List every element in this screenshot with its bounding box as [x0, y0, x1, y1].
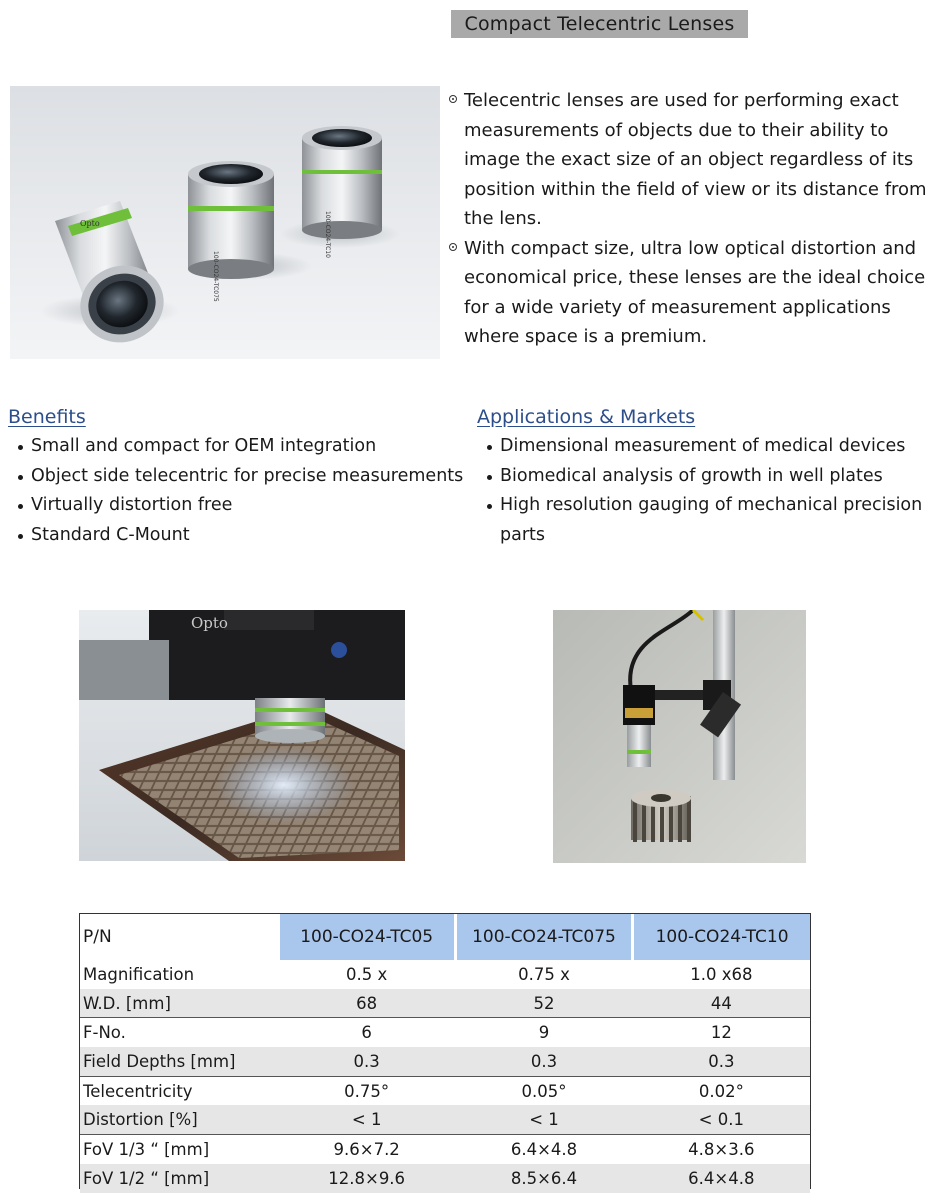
list-item	[477, 462, 932, 492]
table-row	[80, 1076, 810, 1105]
table-cell: 0.3	[455, 1047, 632, 1076]
intro-paragraph	[449, 86, 929, 234]
bullet-icon	[487, 504, 492, 509]
table-row	[80, 1105, 810, 1134]
lens-tc075-engraving: 100-CO24-TC075	[212, 251, 219, 302]
benefits-heading: Benefits	[8, 406, 86, 428]
bullet-icon	[487, 445, 492, 450]
benefits-section	[8, 404, 468, 550]
benefit-text: Small and compact for OEM integration	[31, 436, 377, 456]
wafer-inspection-illustration	[79, 610, 405, 861]
intro-text: With compact size, ultra low optical distortion and economical price, these lenses are the ideal choice for a wide variety of measurement applications where space is a premium.	[464, 237, 926, 347]
table-cell: 6.4×4.8	[455, 1135, 632, 1164]
table-cell: < 1	[278, 1105, 455, 1134]
header-cell: 100-CO24-TC10	[633, 914, 810, 960]
table-cell: < 0.1	[633, 1105, 810, 1134]
row-label: F-No.	[80, 1018, 278, 1047]
application-text: High resolution gauging of mechanical precision parts	[500, 495, 923, 545]
list-item	[8, 491, 468, 521]
header-cell: P/N	[83, 927, 112, 947]
gear-gauging-photo	[553, 610, 806, 863]
table-cell: 44	[633, 989, 810, 1018]
table-cell: 6.4×4.8	[633, 1164, 810, 1193]
list-item	[477, 491, 932, 550]
spec-table-grid	[80, 914, 810, 1193]
benefit-text: Standard C-Mount	[31, 524, 190, 545]
lens-tc05	[55, 201, 174, 353]
lens-tc05-logo: Opto	[80, 219, 100, 228]
table-cell: 68	[278, 989, 455, 1018]
table-cell: 12.8×9.6	[278, 1164, 455, 1193]
applications-list	[477, 432, 932, 550]
table-cell: < 1	[455, 1105, 632, 1134]
intro-section	[449, 86, 929, 352]
table-cell: 0.05°	[455, 1076, 632, 1105]
table-row	[80, 989, 810, 1018]
table-cell: 0.75 x	[518, 964, 570, 984]
table-cell: 1.0 x68	[690, 964, 753, 984]
bullet-icon	[18, 534, 23, 539]
table-cell: 52	[455, 989, 632, 1018]
lenses-illustration	[10, 86, 440, 359]
bullet-icon	[18, 445, 23, 450]
list-item	[8, 432, 468, 462]
circle-bullet-icon	[449, 243, 457, 251]
table-cell: 0.02°	[633, 1076, 810, 1105]
table-row	[80, 1164, 810, 1193]
table-cell: 9.6×7.2	[278, 1135, 455, 1164]
table-cell: 0.5 x	[346, 964, 388, 984]
header-cell: 100-CO24-TC075	[455, 914, 632, 960]
lens-tc10-engraving: 100-CO24-TC10	[324, 211, 331, 258]
application-text: Dimensional measurement of medical devices	[500, 436, 906, 456]
gear-gauging-illustration	[553, 610, 806, 863]
wafer-inspection-photo	[79, 610, 405, 861]
table-cell: 0.75°	[278, 1076, 455, 1105]
table-row	[80, 1047, 810, 1076]
table-cell: 0.3	[278, 1047, 455, 1076]
row-label: Distortion [%]	[80, 1105, 278, 1134]
table-cell: 8.5×6.4	[455, 1164, 632, 1193]
circle-bullet-icon	[449, 95, 457, 103]
row-label: Field Depths [mm]	[80, 1047, 278, 1076]
list-item	[8, 462, 468, 492]
applications-section	[477, 404, 932, 550]
list-item	[477, 432, 932, 462]
table-cell: 6	[278, 1018, 455, 1047]
table-cell: 4.8×3.6	[633, 1135, 810, 1164]
row-label: W.D. [mm]	[80, 989, 278, 1018]
row-label: FoV 1/3 “ [mm]	[80, 1135, 278, 1164]
table-row	[80, 960, 810, 989]
application-text: Biomedical analysis of growth in well plates	[500, 465, 883, 486]
row-label: Magnification	[83, 964, 195, 984]
table-row	[80, 1135, 810, 1164]
benefit-text: Object side telecentric for precise measurements	[31, 465, 464, 486]
benefit-text: Virtually distortion free	[31, 495, 233, 515]
row-label: Telecentricity	[80, 1076, 278, 1105]
intro-text: Telecentric lenses are used for performing exact measurements of objects due to their ability to image the exact size of an object regardless of its position within the field of view or its distance from the lens.	[464, 90, 927, 229]
table-cell: 0.3	[633, 1047, 810, 1076]
table-cell: 12	[633, 1018, 810, 1047]
opto-logo: Opto	[191, 614, 228, 632]
row-label: FoV 1/2 “ [mm]	[80, 1164, 278, 1193]
spec-table	[79, 913, 811, 1189]
benefits-list	[8, 432, 468, 550]
header-cell: 100-CO24-TC05	[278, 914, 455, 960]
intro-paragraph	[449, 234, 929, 352]
bullet-icon	[18, 504, 23, 509]
applications-heading: Applications & Markets	[477, 406, 696, 428]
table-cell: 9	[455, 1018, 632, 1047]
bullet-icon	[487, 475, 492, 480]
lens-tc075	[188, 161, 274, 302]
page-title: Compact Telecentric Lenses	[451, 10, 748, 38]
lenses-photo	[10, 86, 440, 359]
table-row	[80, 1018, 810, 1047]
list-item	[8, 521, 468, 551]
table-header-row	[80, 914, 810, 960]
bullet-icon	[18, 475, 23, 480]
